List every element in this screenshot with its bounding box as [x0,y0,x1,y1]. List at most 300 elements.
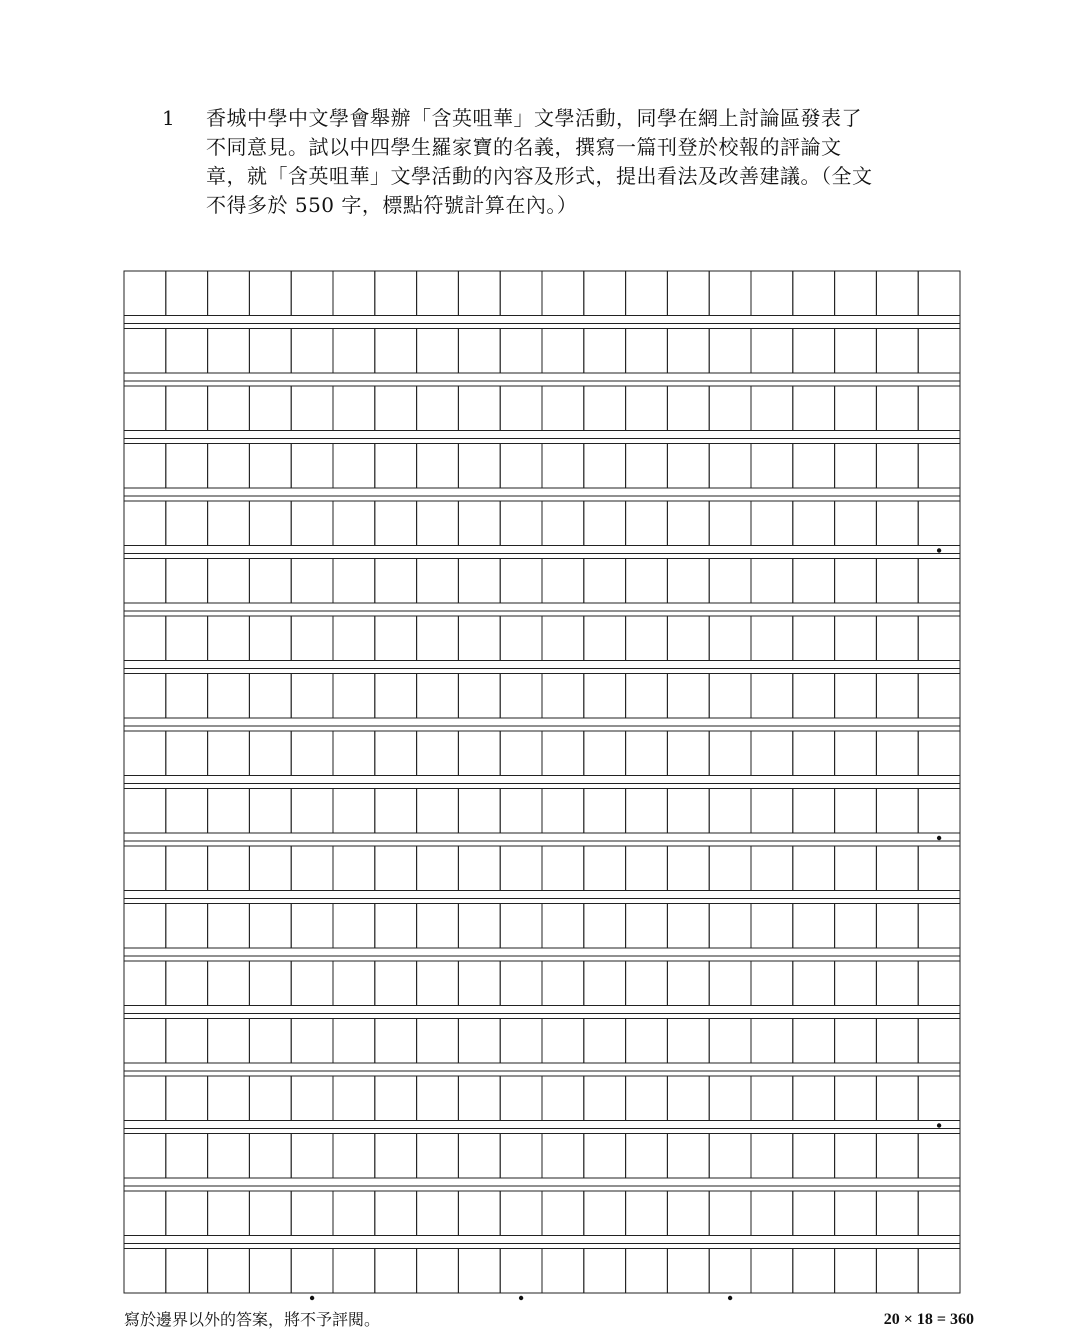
grid-cell [542,961,584,1006]
grid-cell [417,1019,459,1064]
grid-cell [291,386,333,431]
grid-cell [333,674,375,719]
grid-cell [458,731,500,776]
grid-cell [584,329,626,374]
grid-cell [626,731,668,776]
grid-cell [918,271,960,316]
grid-cell [417,501,459,546]
grid-cell [709,1019,751,1064]
grid-cell [835,1191,877,1236]
grid-cell [584,1076,626,1121]
grid-cell [208,616,250,661]
grid-cell [542,1249,584,1294]
grid-cell [208,1191,250,1236]
grid-cell [458,904,500,949]
grid-cell [417,904,459,949]
grid-cell [876,271,918,316]
grid-cell [793,789,835,834]
grid-cell [667,559,709,604]
grid-cell [333,789,375,834]
grid-row [124,1019,960,1064]
grid-cell [667,444,709,489]
grid-cell [584,846,626,891]
grid-cell [500,559,542,604]
grid-cell [291,1076,333,1121]
grid-cell [667,674,709,719]
grid-cell [417,846,459,891]
grid-cell [291,616,333,661]
grid-cell [417,1076,459,1121]
grid-cell [249,271,291,316]
grid-cell [709,731,751,776]
grid-cell [751,559,793,604]
grid-cell [124,1191,166,1236]
grid-cell [542,904,584,949]
grid-cell [835,1076,877,1121]
grid-cell [751,1076,793,1121]
grid-cell [709,386,751,431]
grid-cell [918,1134,960,1179]
grid-cell [375,731,417,776]
grid-cell [124,674,166,719]
grid-cell [876,1076,918,1121]
grid-cell [500,616,542,661]
grid-cell [835,501,877,546]
grid-cell [375,789,417,834]
grid-cell [876,904,918,949]
grid-cell [751,1134,793,1179]
grid-cell [626,271,668,316]
grid-cell [417,444,459,489]
grid-cell [793,904,835,949]
grid-cell [835,329,877,374]
grid-cell [876,1191,918,1236]
grid-cell [835,789,877,834]
grid-cell [626,789,668,834]
grid-cell [458,674,500,719]
grid-cell [166,616,208,661]
grid-cell [249,789,291,834]
grid-cell [124,271,166,316]
grid-cell [291,1134,333,1179]
grid-cell [249,1134,291,1179]
grid-cell [751,1191,793,1236]
grid-cell [417,789,459,834]
grid-cell [291,271,333,316]
grid-cell [542,271,584,316]
grid-cell [709,444,751,489]
grid-cell [751,904,793,949]
grid-cell [667,386,709,431]
grid-cell [417,271,459,316]
grid-cell [208,846,250,891]
grid-cell [793,616,835,661]
grid-cell [709,846,751,891]
grid-row [124,329,960,374]
grid-cell [542,444,584,489]
grid-cell [876,1249,918,1294]
grid-cell [626,616,668,661]
grid-cell [124,846,166,891]
grid-cell [793,329,835,374]
grid-cell [626,1191,668,1236]
grid-cell [584,444,626,489]
grid-cell [333,329,375,374]
question-line: 香城中學中文學會舉辦「含英咀華」文學活動，同學在網上討論區發表了 [206,106,862,130]
grid-cell [208,674,250,719]
grid-cell [500,1134,542,1179]
footer-note: 寫於邊界以外的答案，將不予評閱。 [124,1310,381,1329]
grid-cell [166,444,208,489]
grid-cell [208,444,250,489]
grid-cell [333,731,375,776]
grid-cell [166,846,208,891]
grid-cell [333,271,375,316]
question-line: 章，就「含英咀華」文學活動的內容及形式，提出看法及改善建議。（全文 [206,164,873,188]
grid-cell [208,961,250,1006]
grid-cell [835,961,877,1006]
grid-cell [375,904,417,949]
grid-cell [626,444,668,489]
grid-cell [500,1249,542,1294]
grid-cell [876,444,918,489]
grid-cell [333,904,375,949]
grid-cell [542,1191,584,1236]
grid-cell [124,559,166,604]
grid-cell [793,501,835,546]
grid-cell [876,559,918,604]
grid-cell [584,271,626,316]
grid-cell [626,674,668,719]
grid-cell [249,1019,291,1064]
grid-cell [751,961,793,1006]
grid-cell [333,1249,375,1294]
grid-cell [584,501,626,546]
grid-cell [208,386,250,431]
grid-row [124,1076,960,1121]
grid-cell [709,674,751,719]
grid-cell [208,1019,250,1064]
question-line: 不同意見。試以中四學生羅家寶的名義，撰寫一篇刊登於校報的評論文 [206,135,842,159]
grid-cell [667,789,709,834]
grid-cell [751,846,793,891]
grid-cell [375,1191,417,1236]
grid-cell [458,444,500,489]
grid-cell [709,501,751,546]
grid-cell [835,1249,877,1294]
grid-cell [584,1249,626,1294]
grid-cell [667,1134,709,1179]
grid-cell [584,1134,626,1179]
grid-cell [166,789,208,834]
grid-cell [626,501,668,546]
grid-cell [918,616,960,661]
grid-row [124,789,960,834]
grid-cell [291,501,333,546]
grid-cell [333,444,375,489]
grid-cell [124,1076,166,1121]
grid-cell [584,386,626,431]
grid-cell [918,386,960,431]
grid-cell [249,329,291,374]
grid-cell [124,501,166,546]
grid-cell [500,846,542,891]
grid-cell [709,904,751,949]
grid-cell [793,1076,835,1121]
grid-cell [918,329,960,374]
grid-cell [458,501,500,546]
grid-cell [208,789,250,834]
grid-row [124,1249,960,1294]
grid-cell [876,731,918,776]
grid-cell [208,501,250,546]
grid-cell [751,789,793,834]
grid-cell [876,1019,918,1064]
grid-row [124,271,960,316]
grid-row [124,444,960,489]
grid-cell [584,789,626,834]
grid-cell [417,559,459,604]
grid-cell [584,559,626,604]
grid-cell [584,961,626,1006]
grid-cell [793,674,835,719]
grid-cell [375,559,417,604]
grid-row [124,961,960,1006]
grid-cell [249,674,291,719]
grid-cell [709,329,751,374]
grid-row [124,386,960,431]
grid-cell [291,559,333,604]
grid-cell [166,559,208,604]
grid-cell [291,1019,333,1064]
grid-cell [375,674,417,719]
grid-cell [166,674,208,719]
grid-cell [542,1076,584,1121]
grid-cell [458,1076,500,1121]
grid-cell [166,1191,208,1236]
grid-cell [876,616,918,661]
grid-cell [835,559,877,604]
grid-row [124,616,960,661]
grid-row [124,1134,960,1179]
grid-cell [542,846,584,891]
grid-cell [417,731,459,776]
count-marker-dot [937,548,941,552]
grid-cell [458,329,500,374]
grid-cell [458,616,500,661]
grid-cell [249,444,291,489]
grid-cell [124,904,166,949]
grid-cell [626,1076,668,1121]
grid-cell [166,1076,208,1121]
grid-cell [417,1191,459,1236]
grid-cell [124,1249,166,1294]
grid-cell [626,1134,668,1179]
grid-cell [166,271,208,316]
grid-cell [291,731,333,776]
grid-cell [918,961,960,1006]
grid-cell [458,271,500,316]
grid-cell [793,731,835,776]
grid-cell [291,1249,333,1294]
grid-cell [208,904,250,949]
grid-cell [375,961,417,1006]
count-marker-dot [937,1123,941,1127]
grid-cell [333,501,375,546]
grid-cell [876,789,918,834]
grid-cell [751,271,793,316]
grid-cell [333,1019,375,1064]
grid-cell [918,846,960,891]
grid-cell [876,386,918,431]
grid-cell [835,271,877,316]
grid-cell [835,444,877,489]
grid-cell [375,1249,417,1294]
grid-cell [417,961,459,1006]
grid-cell [667,501,709,546]
grid-cell [291,961,333,1006]
grid-cell [333,386,375,431]
grid-cell [835,386,877,431]
grid-cell [542,386,584,431]
grid-cell [417,674,459,719]
grid-cell [375,616,417,661]
grid-cell [584,1019,626,1064]
grid-cell [500,1019,542,1064]
grid-cell [542,501,584,546]
grid-cell [667,616,709,661]
grid-cell [458,961,500,1006]
grid-cell [500,674,542,719]
grid-cell [375,271,417,316]
grid-cell [375,501,417,546]
grid-cell [667,731,709,776]
grid-cell [124,616,166,661]
grid-cell [709,1076,751,1121]
grid-cell [709,1191,751,1236]
grid-row [124,559,960,604]
grid-cell [793,1249,835,1294]
grid-cell [584,616,626,661]
grid-cell [709,961,751,1006]
grid-cell [249,616,291,661]
grid-cell [500,271,542,316]
grid-cell [458,1249,500,1294]
grid-cell [249,559,291,604]
grid-cell [626,386,668,431]
grid-cell [626,846,668,891]
grid-cell [249,1191,291,1236]
grid-row [124,731,960,776]
grid-cell [835,616,877,661]
count-marker-dot [728,1296,732,1300]
grid-cell [458,789,500,834]
grid-cell [709,271,751,316]
grid-cell [166,904,208,949]
grid-cell [124,961,166,1006]
grid-cell [208,1076,250,1121]
grid-cell [500,1191,542,1236]
grid-cell [500,501,542,546]
grid-cell [542,616,584,661]
grid-cell [417,386,459,431]
grid-cell [918,1019,960,1064]
grid-cell [876,674,918,719]
grid-cell [458,559,500,604]
grid-cell [835,1019,877,1064]
grid-cell [333,559,375,604]
grid-cell [333,961,375,1006]
grid-cell [835,846,877,891]
grid-cell [667,1191,709,1236]
grid-cell [793,444,835,489]
grid-cell [835,1134,877,1179]
grid-cell [124,1134,166,1179]
grid-cell [918,1076,960,1121]
grid-cell [166,731,208,776]
grid-cell [876,329,918,374]
grid-cell [249,731,291,776]
grid-cell [751,616,793,661]
grid-cell [375,1076,417,1121]
grid-cell [500,386,542,431]
grid-cell [375,1134,417,1179]
grid-cell [166,1019,208,1064]
grid-cell [709,1249,751,1294]
grid-row [124,674,960,719]
grid-cell [876,501,918,546]
grid-cell [918,1191,960,1236]
grid-cell [124,731,166,776]
grid-cell [333,616,375,661]
grid-cell [751,1019,793,1064]
grid-cell [166,329,208,374]
grid-cell [375,386,417,431]
grid-cell [667,271,709,316]
grid-cell [793,559,835,604]
grid-cell [918,904,960,949]
grid-cell [542,559,584,604]
grid-cell [793,386,835,431]
grid-cell [876,846,918,891]
grid-cell [166,1134,208,1179]
grid-cell [793,1019,835,1064]
grid-cell [333,1134,375,1179]
grid-cell [208,1134,250,1179]
grid-cell [124,386,166,431]
grid-cell [751,444,793,489]
grid-cell [249,904,291,949]
grid-cell [249,846,291,891]
grid-row [124,501,960,546]
grid-cell [208,271,250,316]
grid-cell [500,961,542,1006]
grid-cell [751,386,793,431]
count-marker-dot [519,1296,523,1300]
grid-cell [542,1019,584,1064]
count-marker-dot [937,836,941,840]
grid-cell [751,329,793,374]
grid-cell [918,559,960,604]
grid-cell [626,329,668,374]
grid-cell [751,731,793,776]
grid-cell [626,904,668,949]
grid-cell [667,1249,709,1294]
grid-cell [667,1076,709,1121]
grid-cell [291,674,333,719]
grid-cell [542,329,584,374]
grid-cell [417,1249,459,1294]
